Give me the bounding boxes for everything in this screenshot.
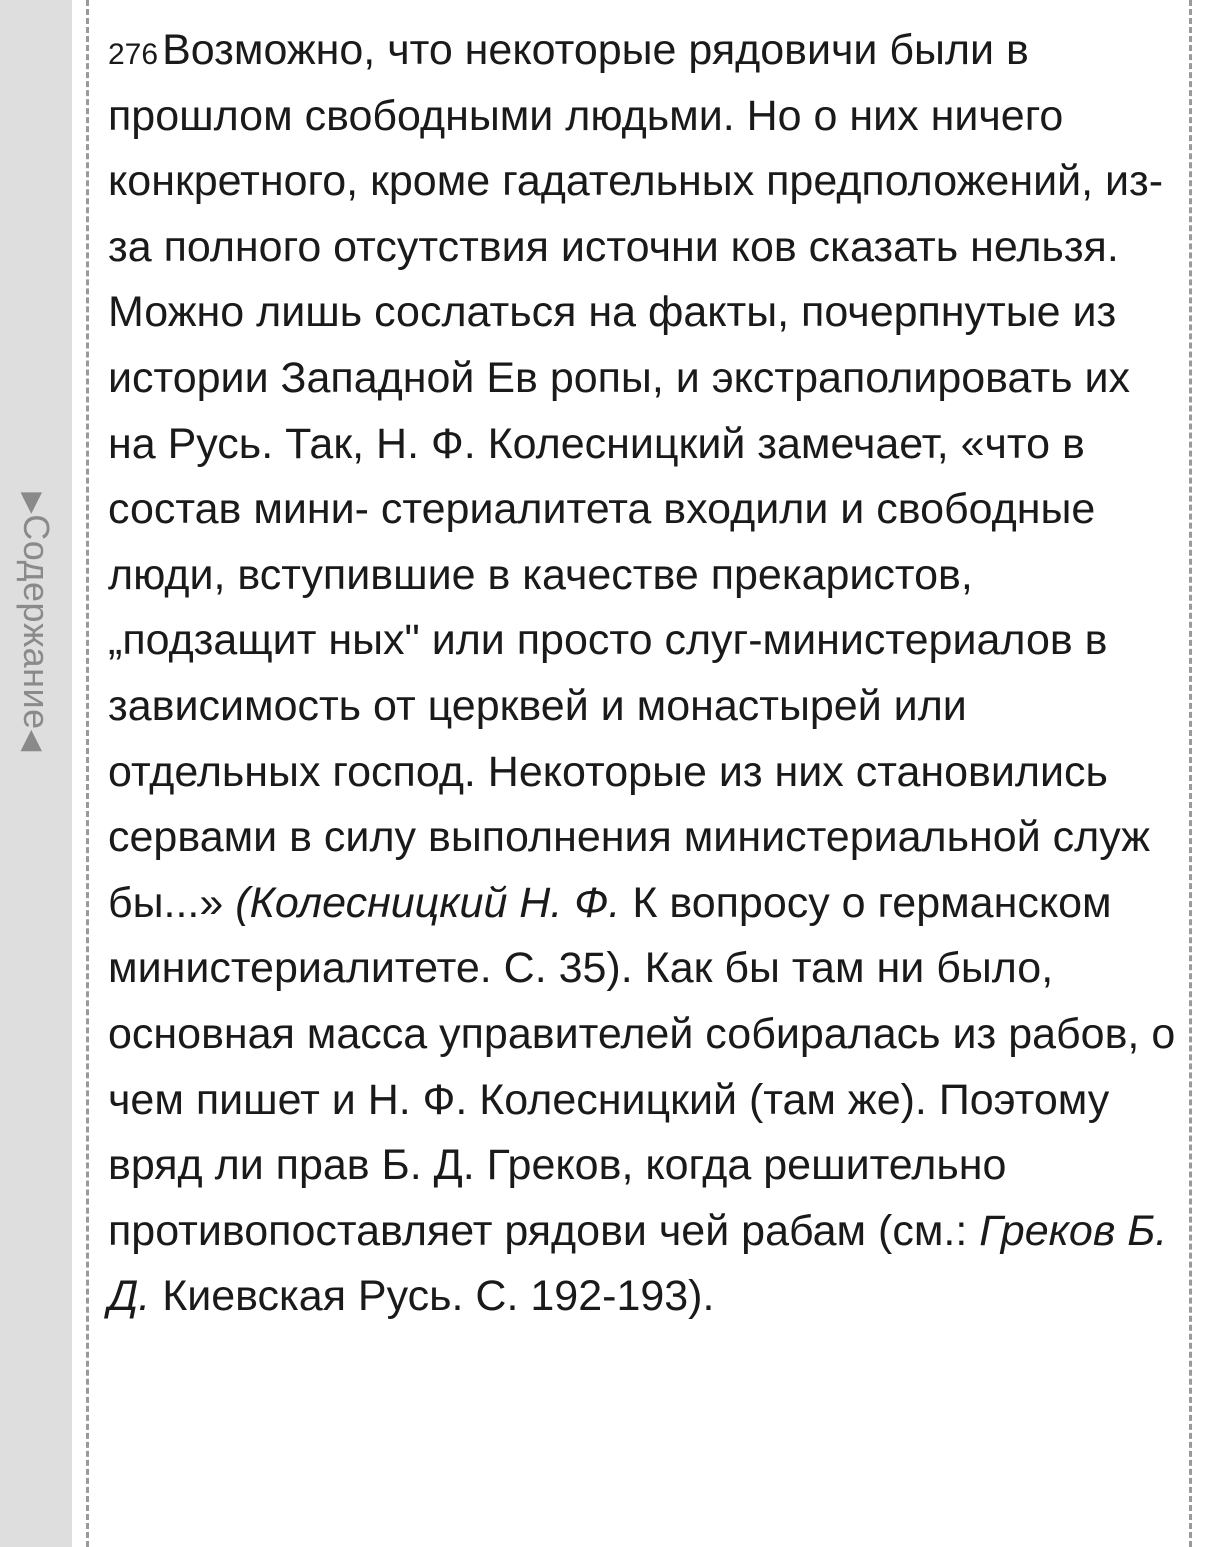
footnote-body-part-2: К вопросу о германском министериалитете. С. 35). Как бы там ни было, основная масса управителей собиралась из рабов, о чем пишет и Н. Ф. Колесницкий (там же). Поэтому вряд ли прав Б. Д. Греков, когда решительно противопоставляет рядови чей рабам (см.: [108,878,1176,1255]
footnote-box [86,0,1192,1547]
contents-label: Содержание [16,514,57,730]
citation-author-1: (Колесницкий Н. Ф. [235,878,621,927]
contents-sidebar[interactable] [0,0,72,1547]
expand-arrow-icon: ▶ [18,492,49,515]
footnote-body-part-1: Возможно, что некоторые рядовичи были в прошлом свободными людьми. Но о них ничего конкретного, кроме гадательных предположений, из-за полного отсутствия источни ков сказать нельзя. Можно лишь сослаться на факты, почерпнутые из истории Западной Ев ропы, и экстраполировать их на Русь. Так, Н. Ф. Колесницкий замечает, «что в состав мини- стериалитета входили и свободные люди, вступившие в качестве прекаристов, „подзащит ных" или просто слуг-министериалов в зависимость от церквей и монастырей или отдельных господ. Некоторые из них становились сервами в силу выполнения министериальной служ бы...» [108,26,1164,927]
citation-author-2: Греков Б. Д. [108,1206,1168,1321]
contents-toggle[interactable] [15,492,57,752]
footnote-body-part-3: Киевская Русь. С. 192-193). [162,1272,715,1321]
collapse-arrow-icon: ◀ [18,729,49,752]
footnote-number: 276 [108,38,159,71]
footnote-text [108,18,1178,1330]
